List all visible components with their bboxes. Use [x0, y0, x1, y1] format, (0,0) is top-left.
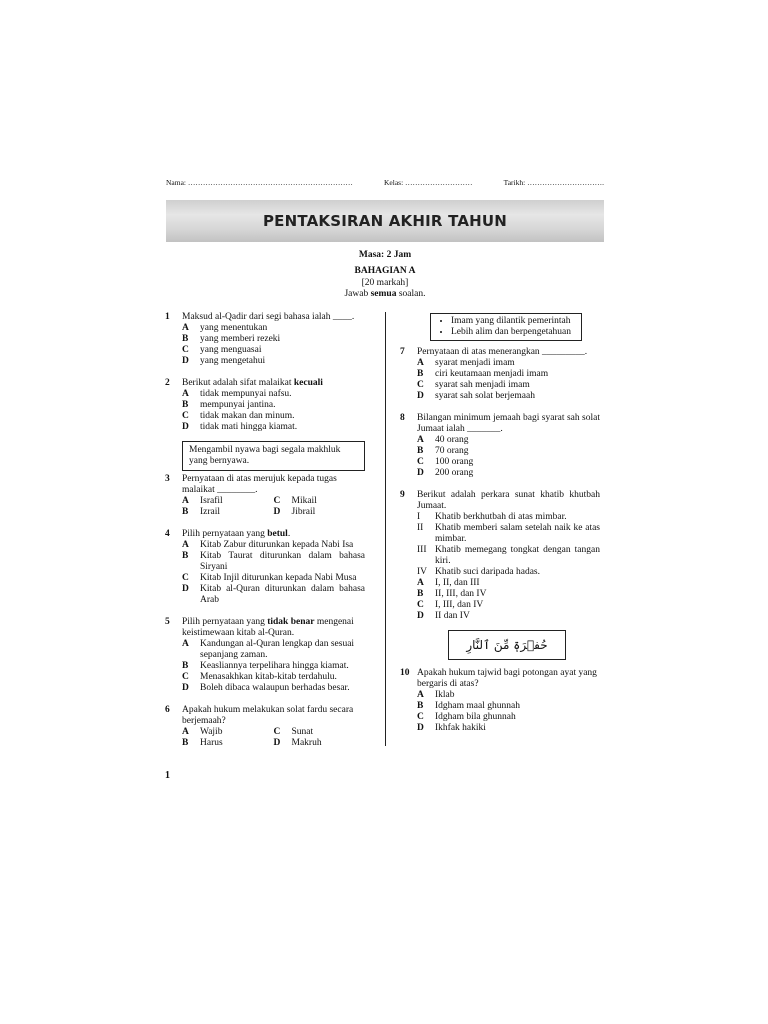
instructions: Jawab semua soalan. — [344, 289, 426, 299]
kelas-field: Kelas: ……………………… — [384, 178, 473, 187]
duration: Masa: 2 Jam — [358, 250, 412, 260]
bullet-item: • Lebih alim dan berpengetahuan — [451, 327, 575, 338]
title-banner — [166, 200, 604, 242]
page-number: 1 — [165, 770, 170, 781]
right-column — [400, 313, 600, 734]
question-4: 4 Pilih pernyataan yang betul. A Kitab Zabur diturunkan kepada Nabi Isa B Kitab Taurat diturunkan dalam bahasa Siryani C Kitab Injil diturunkan kepada Nabi Musa D Kitab al-Quran diturunkan dalam bahasa Arab — [165, 529, 365, 605]
question-3: 3 Pernyataan di atas merujuk kepada tugas malaikat ________. A Israfil C Mikail B Izrail D Jibrail — [165, 474, 337, 517]
stimulus-box-2 — [430, 313, 582, 341]
question-5: 5 Pilih pernyataan yang tidak benar mengenai keistimewaan kitab al-Quran. A Kandungan al-Quran lengkap dan sesuai sepanjang zaman. B Keasliannya terpelihara hingga kiamat. C Menasakhkan kitab-kitab terdahulu. D Boleh dibaca walaupun berhadas besar. — [165, 617, 355, 693]
left-column — [165, 312, 365, 749]
question-9: 9 Berikut adalah perkara sunat khatib khutbah Jumaat. I Khatib berkhutbah di atas mimbar. II Khatib memberi salam setelah naik ke atas mimbar. III Khatib memegang tongkat dengan tangan kiri. IV Khatib suci daripada hadas. A I, II, dan III B II, III, dan IV C I, III, dan IV D II dan IV — [400, 490, 600, 621]
marks: [20 markah] — [361, 278, 409, 288]
arabic-verse: حُفۡرَةٖ مِّنَ ٱلنَّارِ — [466, 637, 548, 652]
column-divider — [385, 312, 386, 746]
question-6: 6 Apakah hukum melakukan solat fardu secara berjemaah? A Wajib C Sunat B Harus D Makruh — [165, 705, 354, 748]
section-title: BAHAGIAN A — [354, 266, 416, 276]
banner-title: PENTAKSIRAN AKHIR TAHUN — [262, 212, 508, 230]
question-8: 8 Bilangan minimum jemaah bagi syarat sah solat Jumaat ialah _______. A 40 orang B 70 orang C 100 orang D 200 orang — [400, 413, 600, 478]
student-info-header — [166, 178, 604, 187]
stimulus-box-1: Mengambil nyawa bagi segala makhluk yang bernyawa. — [182, 441, 365, 471]
bullet-item: • Imam yang dilantik pemerintah — [451, 316, 575, 327]
question-1: 1 Maksud al-Qadir dari segi bahasa ialah ____. A yang menentukan B yang memberi rezeki C yang menguasai D yang mengetahui — [165, 312, 355, 366]
question-7: 7 Pernyataan di atas menerangkan _________. A syarat menjadi imam B ciri keutamaan menjadi imam C syarat sah menjadi imam D syarat sah solat berjemaah — [400, 347, 588, 401]
question-2: 2 Berikut adalah sifat malaikat kecuali A tidak mempunyai nafsu. B mempunyai jantina. C tidak makan dan minum. D tidak mati hingga kiamat. — [165, 378, 323, 432]
question-10: 10 Apakah hukum tajwid bagi potongan ayat yang bergaris di atas? A Iklab B Idgham maal ghunnah C Idgham bila ghunnah D Ikhfak hakiki — [400, 668, 597, 733]
arabic-verse-box — [448, 630, 566, 660]
tarikh-field: Tarikh: …………………………. — [503, 178, 604, 187]
nama-field: Nama: ………………………………………………………… — [166, 178, 353, 187]
